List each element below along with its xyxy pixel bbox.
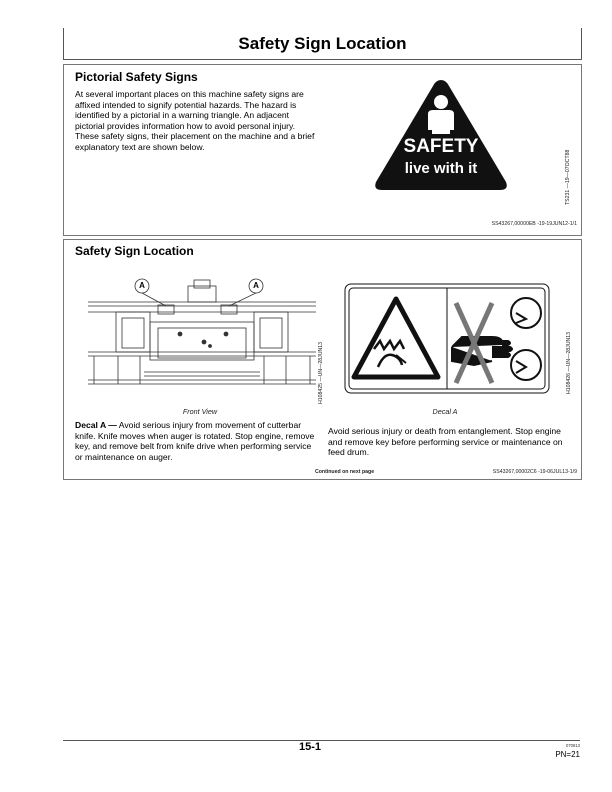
decal-caption: Decal A <box>432 407 458 416</box>
page-title: Safety Sign Location <box>238 33 407 53</box>
location-heading: Safety Sign Location <box>75 244 194 258</box>
person-body-icon <box>428 110 454 130</box>
page-number: 15-1 <box>298 741 322 753</box>
front-view-code: H108425 —UN—28JUN13 <box>318 342 324 404</box>
pictorial-body: At several important places on this machine safety signs are affixed intended to signify potential hazards. The hazard is identified by a pictorial in a warning triangle. An adjacent pictorial provides information how to avoid personal injury. These safety signs, their placement on the machine and a brief explanatory text are shown below. <box>75 89 315 152</box>
entanglement-text: Avoid serious injury or death from entanglement. Stop engine and remove key before performing service or maintenance on feed drum. <box>328 426 563 458</box>
callout-a-left: A <box>139 281 145 290</box>
continued-note: Continued on next page <box>315 469 375 475</box>
logo-word-live: live with it <box>404 160 478 177</box>
safety-logo-triangle <box>372 76 510 194</box>
pictorial-heading: Pictorial Safety Signs <box>75 70 198 84</box>
pictorial-ref: SS43267,00000EB -19-19JUN12-1/1 <box>491 221 577 227</box>
warning-triangle-icon <box>354 299 438 377</box>
front-view-caption: Front View <box>182 407 218 416</box>
rotation-arrow-icon-top <box>511 298 541 328</box>
person-head-icon <box>434 95 448 109</box>
callout-a-right: A <box>253 281 259 290</box>
rotation-arrow-icon-bottom <box>511 350 541 380</box>
location-ref: SS43267,00002C6 -19-06JUL13-1/9 <box>492 469 577 475</box>
front-view-drawing <box>88 276 316 392</box>
logo-word-safety: SAFETY <box>403 136 479 157</box>
footer-pn: PN=21 <box>555 750 580 759</box>
logo-image-code: TS231 —19—07OCT88 <box>565 149 571 205</box>
page-title-box <box>63 28 582 60</box>
decal-a-description <box>75 420 315 462</box>
footer-small-code: 070813 <box>566 743 580 748</box>
decal-code: H108426 —UN—28JUN13 <box>566 332 572 394</box>
decal-a-label: Decal A — <box>75 420 117 430</box>
decal-a-drawing <box>344 283 550 394</box>
decal-a-text: Avoid serious injury from movement of cutterbar knife. Knife moves when auger is rotated. Stop engine, remove key, and remove belt from knife drive when performing service or maintenance on auger. <box>75 420 315 462</box>
